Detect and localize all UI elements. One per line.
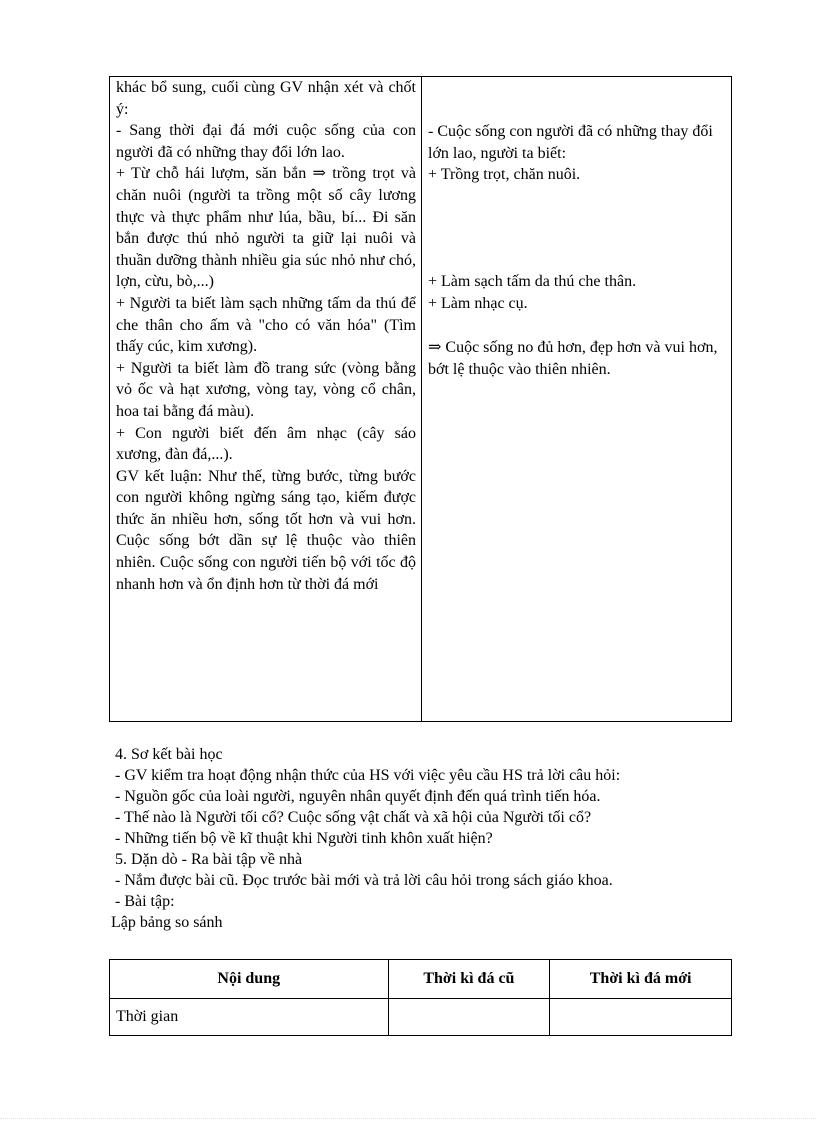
header-new-stone-age: Thời kì đá mới [550,960,732,999]
table-cell [550,999,732,1036]
homework-heading: 5. Dặn dò - Ra bài tập về nhà [115,851,303,868]
column-divider [421,77,422,721]
table-row [110,999,732,1036]
page-footer-rule [0,1118,816,1119]
summary-line: - Nắm được bài cũ. Đọc trước bài mới và trả lời câu hỏi trong sách giáo khoa. [115,872,613,889]
left-paragraph: + Từ chỗ hái lượm, săn bắn ⇒ trồng trọt và chăn nuôi (người ta trồng một số cây lương thực và thực phẩm như lúa, bầu, bí... Đi săn bắn được thú nhỏ người ta giữ lại nuôi và thuần dưỡng thành nhiều gia súc nhỏ như chó, lợn, cừu, bò,...) [116,165,416,291]
left-paragraph: + Người ta biết làm đồ trang sức (vòng bằng vỏ ốc và hạt xương, vòng tay, vòng cổ chân, hoa tai bằng đá màu). [116,359,416,420]
summary-line: - Những tiến bộ về kĩ thuật khi Người tinh khôn xuất hiện? [115,830,493,847]
comparison-table [109,959,732,1036]
summary-line: - Thế nào là Người tối cổ? Cuộc sống vật chất và xã hội của Người tối cổ? [115,809,592,826]
table-header-row [110,960,732,999]
summary-line: - Nguồn gốc của loài người, nguyên nhân quyết định đến quá trình tiến hóa. [115,788,601,805]
right-clothing: + Làm sạch tấm da thú che thân. [428,273,637,290]
summary-heading: 4. Sơ kết bài học [115,746,223,763]
left-paragraph: + Con người biết đến âm nhạc (cây sáo xương, đàn đá,...). [116,424,416,464]
left-paragraph: - Sang thời đại đá mới cuộc sống của con người đã có những thay đổi lớn lao. [116,122,416,161]
summary-line: - GV kiểm tra hoạt động nhận thức của HS với việc yêu cầu HS trả lời câu hỏi: [115,767,621,784]
summary-line: Lập bảng so sánh [111,914,223,931]
teacher-activity-column [116,77,416,595]
header-old-stone-age: Thời kì đá cũ [388,960,550,999]
lesson-activity-table [109,76,732,722]
lesson-summary [111,744,755,933]
right-farming: + Trồng trọt, chăn nuôi. [428,166,581,183]
right-change-intro: - Cuộc sống con người đã có những thay đổi lớn lao, người ta biết: [428,123,713,162]
right-music: + Làm nhạc cụ. [428,295,528,312]
summary-line: - Bài tập: [115,893,175,910]
table-cell [388,999,550,1036]
right-conclusion: ⇒ Cuộc sống no đủ hơn, đẹp hơn và vui hơn, bớt lệ thuộc vào thiên nhiên. [428,339,718,378]
left-paragraph: khác bổ sung, cuối cùng GV nhận xét và chốt ý: [116,79,416,118]
header-content: Nội dung [110,960,389,999]
left-paragraph: GV kết luận: Như thế, từng bước, từng bước con người không ngừng sáng tạo, kiếm được thức ăn nhiều hơn, sống tốt hơn và vui hơn. Cuộc sống bớt dần sự lệ thuộc vào thiên nhiên. Cuộc sống con người tiến bộ với tốc độ nhanh hơn và ổn định hơn từ thời đá mới [116,467,416,593]
table-cell: Thời gian [110,999,389,1036]
left-paragraph: + Người ta biết làm sạch những tấm da thú để che thân cho ấm và "cho có văn hóa" (Tìm thấy cúc, kim xương). [116,294,416,356]
